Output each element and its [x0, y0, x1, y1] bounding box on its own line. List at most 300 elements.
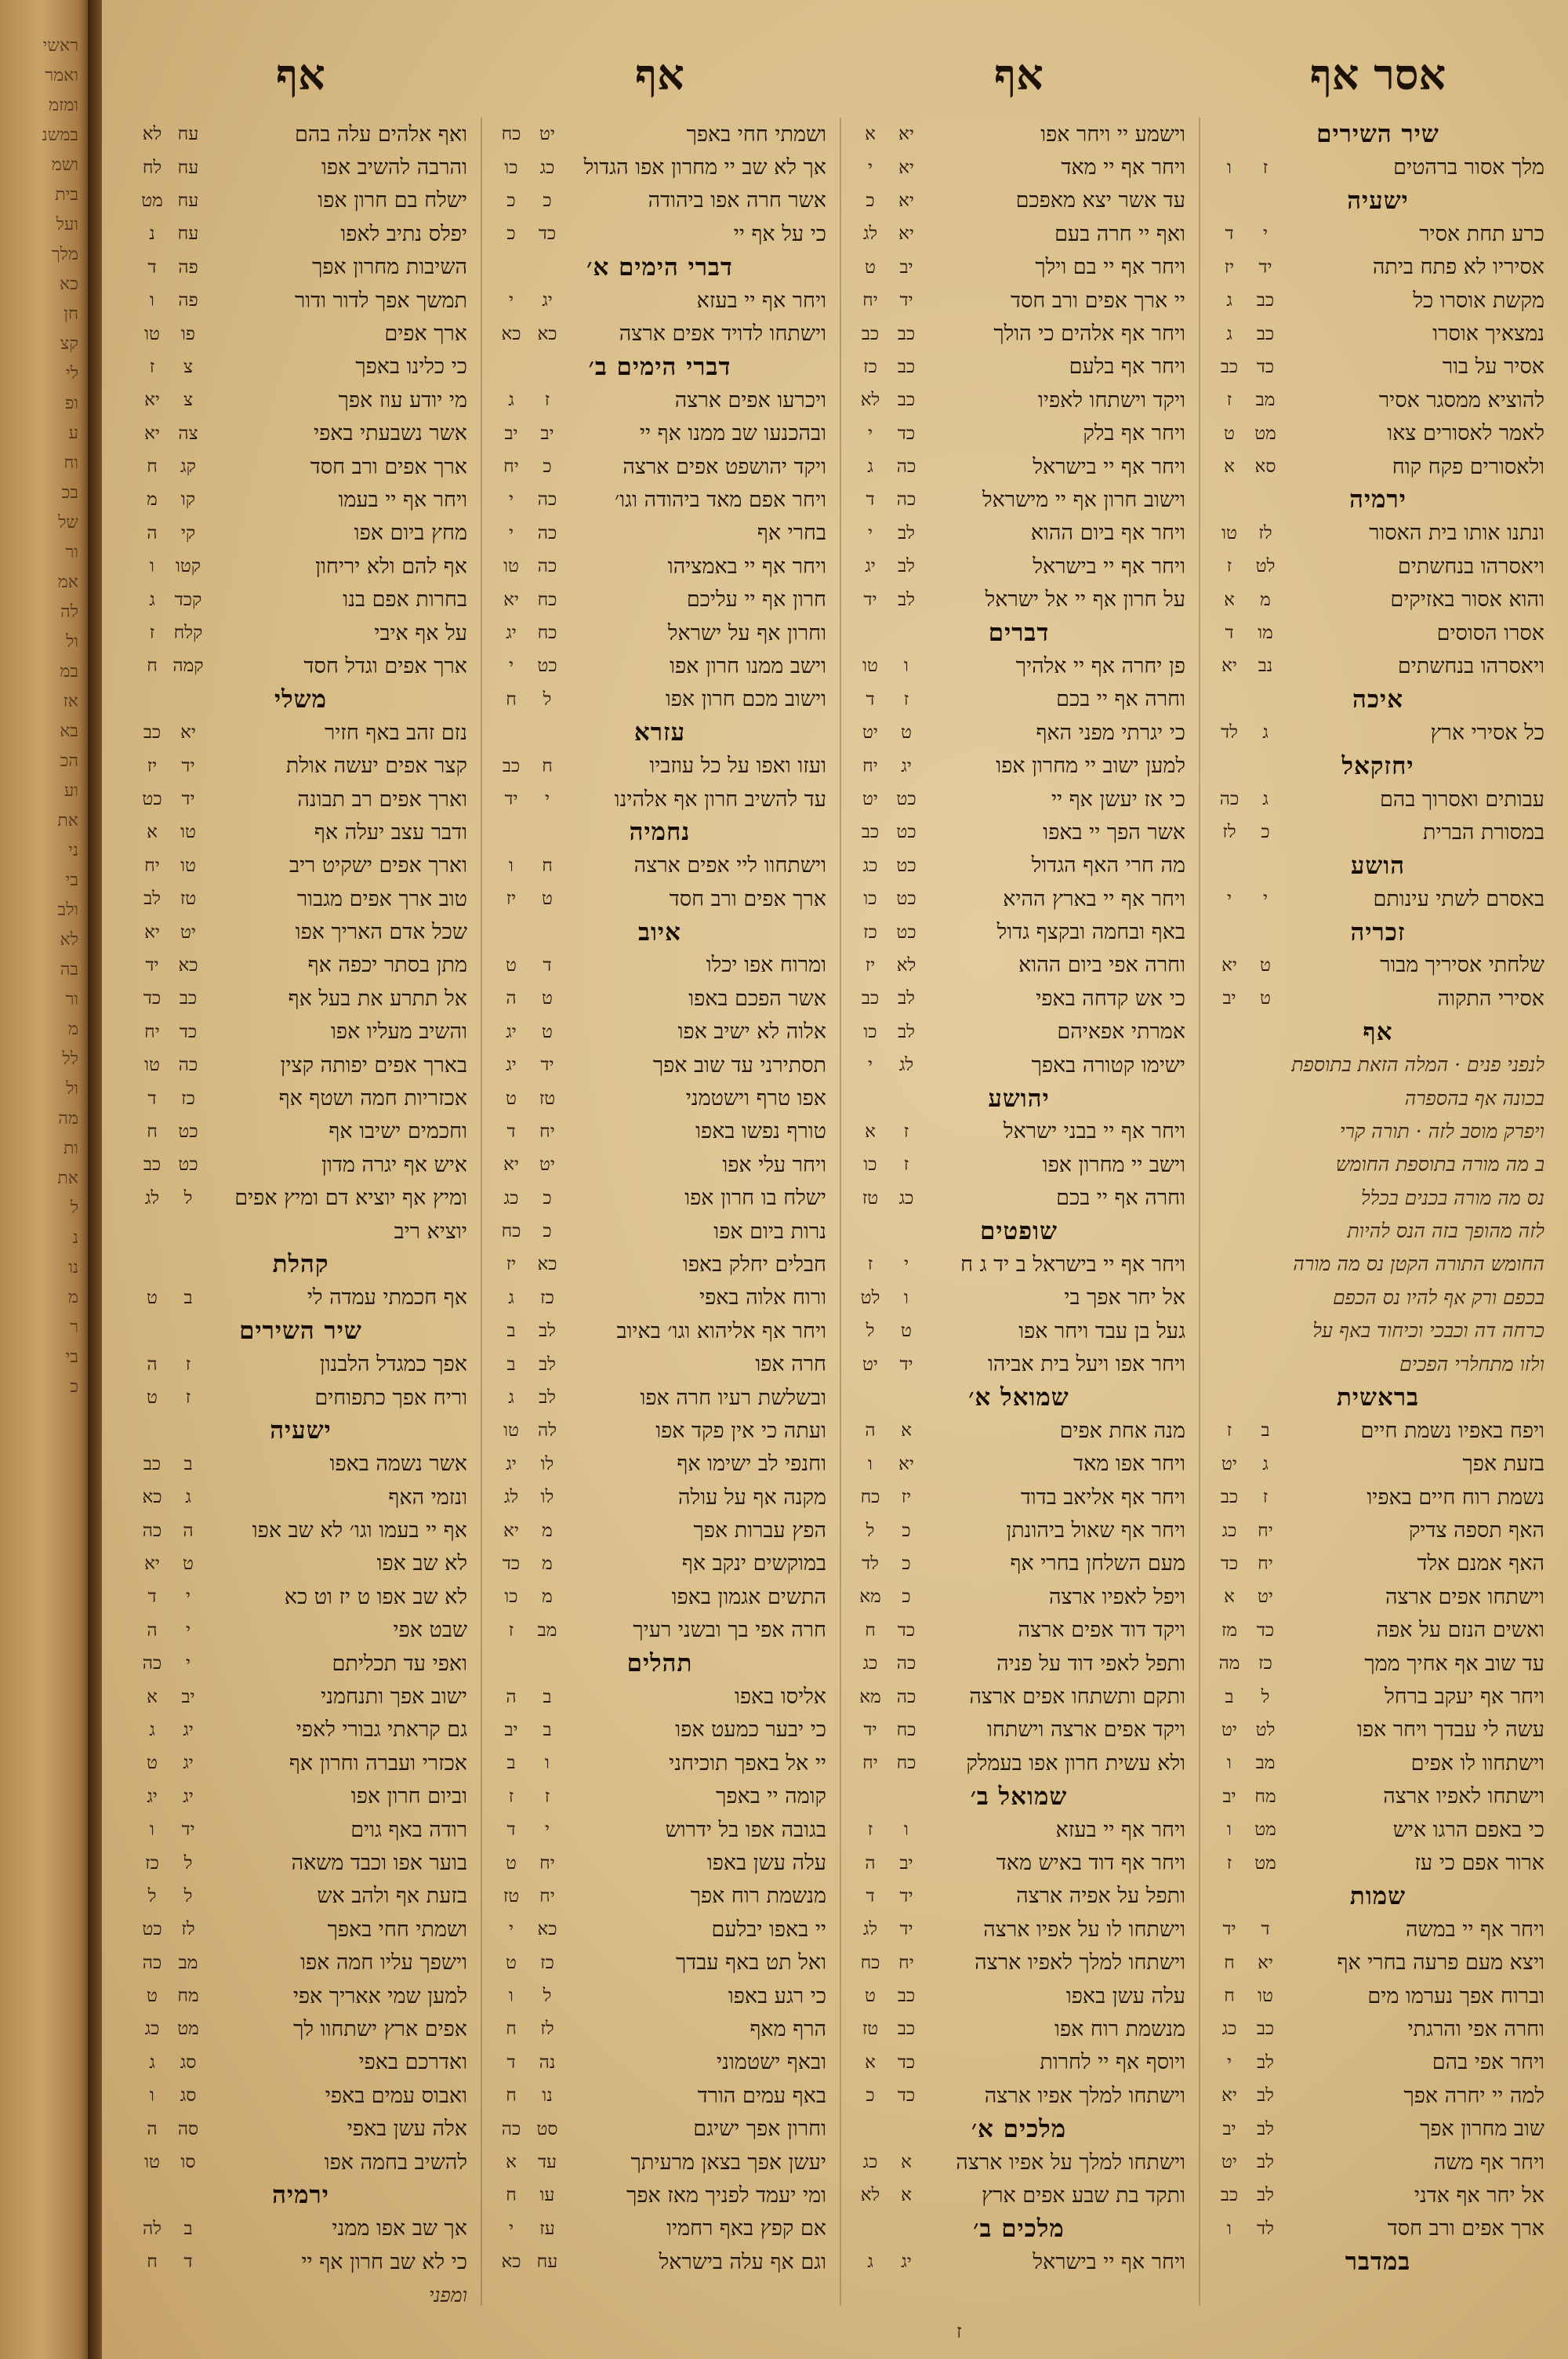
- concordance-entry: [852, 649, 1185, 682]
- entry-text: ומיץ אף יוציא דם ומיץ אפים: [234, 1186, 467, 1211]
- bleed-fragment: ראשי: [42, 36, 78, 56]
- entry-text: ויחר אף יי בם וילך: [1035, 255, 1185, 280]
- concordance-entry: [852, 1913, 1185, 1946]
- verse-number: ד: [866, 489, 875, 511]
- entry-text: על אף איבי: [374, 620, 467, 645]
- chapter-number: ח: [542, 855, 553, 876]
- concordance-entry: [493, 1714, 826, 1747]
- chapter-number: כב: [897, 2019, 916, 2040]
- entry-text: יי ארך אפים ורב חסד: [1010, 288, 1185, 313]
- bleed-fragment: בי: [65, 1347, 78, 1367]
- verse-number: ה: [147, 2118, 158, 2139]
- chapter-number: כט: [896, 855, 916, 876]
- entry-text: אף יי בעמו וגו׳ לא שב אפו: [252, 1518, 467, 1543]
- verse-number: כד: [1220, 1553, 1239, 1574]
- entry-text: ויחר אף יי במשה: [1406, 1917, 1544, 1942]
- verse-number: טז: [503, 1885, 520, 1906]
- book-section-heading: ישעיה: [270, 1416, 332, 1445]
- chapter-number: יא: [180, 722, 196, 743]
- concordance-entry: [1211, 1680, 1544, 1713]
- chapter-number: סא: [1254, 456, 1276, 478]
- verse-number: יא: [1221, 656, 1237, 677]
- chapter-number: ד: [1261, 1919, 1270, 1940]
- entry-text: וישתחו למלך אפיו ארצה: [984, 2083, 1185, 2108]
- concordance-entry: [493, 184, 826, 217]
- entry-text: טוב ארך אפים מגבור: [296, 886, 467, 911]
- bleed-fragment: של: [58, 513, 78, 533]
- verse-number: מז: [1221, 1619, 1238, 1641]
- verse-number: ד: [506, 2052, 516, 2073]
- verse-number: ג: [1226, 323, 1232, 344]
- chapter-number: ט: [542, 988, 553, 1009]
- concordance-entry: [493, 2179, 826, 2212]
- entry-text: ויקד וישתחו לאפיו: [1037, 387, 1185, 413]
- bleed-fragment: בה: [60, 960, 78, 980]
- entry-text: שבט אפי: [393, 1618, 467, 1643]
- chapter-number: יא: [898, 157, 914, 178]
- concordance-entry: [493, 749, 826, 782]
- concordance-entry: [852, 1148, 1185, 1181]
- handwritten-note: ויפרק מוסב לזה · תורה קרי: [1340, 1119, 1544, 1143]
- verse-number: ז: [867, 1819, 873, 1841]
- entry-text: ותקם ותשתחו אפים ארצה: [969, 1685, 1185, 1710]
- verse-number: לא: [860, 2185, 880, 2206]
- entry-text: במוקשים ינקב אף: [681, 1551, 826, 1576]
- chapter-number: כד: [897, 2085, 916, 2106]
- entry-text: ישלח בו חרון אפו: [684, 1186, 826, 1211]
- chapter-number: יא: [898, 190, 914, 211]
- bleed-fragment: מ: [67, 1288, 78, 1307]
- entry-text: ושמתי חחי באפך: [327, 1917, 467, 1942]
- entry-text: וישמע יי ויחר אפו: [1040, 122, 1185, 147]
- handwritten-note: ולזו מתחלרי הפכים: [1399, 1352, 1544, 1376]
- verse-number: י: [867, 423, 873, 444]
- entry-text: אלה עשן באפי: [347, 2117, 467, 2142]
- concordance-entry: [852, 1049, 1185, 1081]
- entry-text: אם קפץ באף רחמיו: [666, 2216, 826, 2241]
- concordance-entry: [134, 1913, 467, 1946]
- concordance-entry: [134, 550, 467, 583]
- chapter-number: לה: [538, 1420, 557, 1441]
- entry-text: קצר אפים יעשה אולת: [285, 754, 467, 779]
- verse-number: כז: [145, 1852, 159, 1874]
- concordance-entry: [1211, 783, 1544, 816]
- verse-number: י: [508, 656, 514, 677]
- handwritten-note: נס מה מורה בכנים בכלל: [1361, 1186, 1544, 1209]
- chapter-number: יז: [901, 1487, 912, 1508]
- bleed-fragment: חן: [64, 304, 78, 324]
- verse-number: י: [508, 2218, 514, 2239]
- book-section-heading: עזרא: [633, 718, 686, 747]
- book-section-heading: הושע: [1350, 851, 1406, 880]
- concordance-entry: [852, 849, 1185, 882]
- entry-text: וחרה אפי והרגתי: [1407, 2016, 1544, 2041]
- chapter-number: כב: [897, 1986, 916, 2007]
- verse-number: ב: [506, 1321, 516, 1342]
- entry-text: ארך אפים ורב חסד: [669, 886, 826, 911]
- chapter-number: כה: [896, 1686, 916, 1707]
- concordance-entry: [134, 217, 467, 250]
- verse-number: יד: [145, 954, 159, 976]
- entry-text: יוציא ריב: [394, 1219, 467, 1244]
- verse-number: ד: [147, 1088, 157, 1109]
- verse-number: יד: [863, 589, 877, 610]
- chapter-number: כ: [543, 190, 552, 211]
- verse-number: ו: [150, 556, 154, 577]
- concordance-entry: [493, 1414, 826, 1447]
- chapter-number: י: [544, 1819, 550, 1841]
- concordance-entry: [1211, 1481, 1544, 1514]
- concordance-entry: [852, 1347, 1185, 1380]
- chapter-number: כה: [896, 489, 916, 511]
- concordance-entry: [134, 417, 467, 450]
- entry-text: והשיב מעליו אפו: [331, 1020, 467, 1045]
- column-divider: [481, 118, 482, 2306]
- concordance-entry: [134, 1514, 467, 1547]
- concordance-entry: [1211, 982, 1544, 1015]
- column-running-head: אף: [635, 49, 684, 100]
- verse-number: ז: [508, 1786, 514, 1807]
- verse-number: טו: [144, 323, 160, 344]
- entry-text: ויחר אף שאול ביהונתן: [1006, 1518, 1185, 1543]
- concordance-entry: [1211, 2046, 1544, 2079]
- chapter-number: כד: [1256, 356, 1275, 377]
- verse-number: ל: [866, 1520, 875, 1541]
- verse-number: ה: [506, 1686, 517, 1707]
- concordance-entry: [493, 383, 826, 416]
- concordance-entry: [1211, 649, 1544, 682]
- chapter-number: סג: [180, 2052, 197, 2073]
- chapter-number: כב: [179, 988, 198, 1009]
- chapter-number: פו: [181, 323, 195, 344]
- chapter-number: כח: [896, 1719, 916, 1740]
- verse-number: יג: [506, 623, 517, 644]
- concordance-entry: [134, 517, 467, 550]
- entry-text: ואפי עד תכליתם: [332, 1651, 467, 1676]
- entry-text: שלחתי אסיריך מבור: [1380, 953, 1544, 978]
- verse-number: י: [867, 522, 873, 543]
- entry-text: ודבר עצב יעלה אף: [314, 820, 467, 845]
- concordance-page: [102, 0, 1568, 2359]
- entry-text: ויחר אף אליאב בדוד: [1020, 1485, 1185, 1510]
- concordance-entry: [852, 1846, 1185, 1879]
- verse-number: ח: [506, 2185, 517, 2206]
- verse-number: כ: [866, 190, 875, 211]
- chapter-number: כה: [896, 456, 916, 478]
- entry-text: ואל תט באף עבדך: [675, 1950, 826, 1976]
- chapter-number: כט: [896, 889, 916, 910]
- entry-text: וחרון אף על ישראל: [667, 620, 826, 645]
- entry-text: חרה אפי בך ובשני רעיך: [633, 1618, 826, 1643]
- bleed-fragment: נ: [72, 1228, 78, 1248]
- verse-number: ז: [867, 1254, 873, 1275]
- concordance-entry: [134, 982, 467, 1015]
- chapter-number: כ: [902, 1587, 911, 1608]
- entry-text: ישוב אפך ותנחמני: [321, 1685, 467, 1710]
- entry-text: ורוח אלוה באפי: [699, 1285, 826, 1310]
- concordance-entry: [1211, 1846, 1544, 1879]
- concordance-entry: [134, 284, 467, 317]
- concordance-entry: [134, 184, 467, 217]
- chapter-number: י: [903, 1254, 909, 1275]
- verse-number: כג: [1221, 1520, 1237, 1541]
- verse-number: יא: [144, 921, 160, 943]
- chapter-number: מט: [177, 2019, 199, 2040]
- chapter-number: ב: [183, 1453, 193, 1474]
- chapter-number: יד: [1258, 256, 1272, 278]
- concordance-entry: [852, 982, 1185, 1015]
- entry-text: והרבה להשיב אפו: [321, 155, 467, 180]
- entry-text: ויצא מעם פרעה בחרי אף: [1337, 1950, 1544, 1976]
- verse-number: יב: [504, 423, 518, 444]
- concordance-entry: [493, 1680, 826, 1713]
- chapter-number: כב: [1256, 2019, 1275, 2040]
- verse-number: א: [865, 2052, 876, 2073]
- verse-number: יז: [506, 889, 517, 910]
- entry-text: אסירי התקוה: [1437, 986, 1544, 1011]
- concordance-entry: [1211, 217, 1544, 250]
- concordance-entry: [134, 1714, 467, 1747]
- chapter-number: סג: [180, 2085, 197, 2106]
- chapter-number: ב: [183, 2218, 193, 2239]
- entry-text: שוב מחרון אפך: [1420, 2117, 1544, 2142]
- concordance-entry: [1211, 251, 1544, 284]
- chapter-number: נו: [542, 2085, 553, 2106]
- entry-text: ויחר אפו מאד: [1073, 1452, 1185, 1477]
- verse-number: ו: [509, 1986, 514, 2007]
- concordance-entry: [134, 251, 467, 284]
- entry-text: וחרה אף יי בכם: [1056, 1186, 1185, 1211]
- book-section-heading: נחמיה: [629, 818, 691, 847]
- chapter-number: כד: [897, 423, 916, 444]
- bleed-fragment: לל: [62, 1049, 78, 1069]
- concordance-entry: [134, 1979, 467, 2012]
- chapter-number: סט: [536, 2118, 558, 2139]
- verse-number: כ: [506, 224, 516, 245]
- entry-text: ויחר אף בלעם: [1069, 354, 1185, 380]
- entry-text: כי באפם הרגו איש: [1392, 1817, 1544, 1842]
- bleed-fragment: קצ: [60, 334, 78, 354]
- entry-text: ארך אפים ורב חסד: [310, 454, 467, 479]
- chapter-number: ג: [1262, 789, 1269, 809]
- verse-number: ה: [147, 522, 158, 543]
- chapter-number: לז: [540, 2019, 554, 2040]
- concordance-entry: [852, 1680, 1185, 1713]
- chapter-number: לג: [898, 1055, 914, 1076]
- verse-number: יז: [147, 755, 158, 776]
- verse-number: ד: [866, 689, 875, 710]
- verse-number: י: [508, 1919, 514, 1940]
- entry-text: אכזרי ועברה וחרון אף: [289, 1750, 467, 1776]
- chapter-number: טו: [180, 855, 196, 876]
- chapter-number: כד: [179, 1021, 198, 1042]
- concordance-entry: [852, 1813, 1185, 1846]
- bleed-fragment: מה: [58, 1109, 78, 1129]
- concordance-entry: [493, 1314, 826, 1347]
- concordance-entry: [852, 118, 1185, 151]
- concordance-entry: [1211, 1747, 1544, 1779]
- handwritten-note: לנפני פנים · המלה הזאת בתוספת: [1291, 1053, 1544, 1077]
- entry-text: אפך כמגדל הלבנון: [319, 1352, 467, 1377]
- concordance-entry: [852, 949, 1185, 982]
- verse-number: מ: [147, 489, 158, 511]
- concordance-entry: [493, 284, 826, 317]
- verse-number: א: [147, 1686, 158, 1707]
- concordance-entry: [134, 716, 467, 749]
- book-section-heading: יחזקאל: [1341, 751, 1414, 780]
- chapter-number: יח: [1258, 1553, 1273, 1574]
- verse-number: יח: [862, 1753, 878, 1774]
- entry-text: אשר נשבעתי באפי: [314, 421, 467, 446]
- verse-number: יט: [1221, 1453, 1237, 1474]
- entry-text: כי יבער כמעט אפו: [675, 1717, 826, 1743]
- entry-text: ואדרכם באפי: [358, 2050, 467, 2075]
- entry-text: האף אמנם אלד: [1417, 1551, 1544, 1576]
- entry-text: תמשך אפך לדור ודור: [294, 288, 467, 313]
- chapter-number: כה: [537, 489, 557, 511]
- concordance-entry: [493, 1913, 826, 1946]
- entry-text: כי לא שב חרון אף יי: [301, 2249, 467, 2274]
- verse-number: כג: [503, 1187, 519, 1209]
- entry-text: ויפח באפיו נשמת חיים: [1360, 1418, 1544, 1443]
- concordance-entry: [1211, 616, 1544, 649]
- verse-number: יא: [144, 390, 160, 411]
- entry-text: ויחר אף אלהים כי הולך: [993, 322, 1185, 347]
- chapter-number: ז: [903, 1154, 909, 1176]
- chapter-number: מח: [1254, 1786, 1276, 1807]
- verse-number: ג: [149, 1719, 155, 1740]
- entry-text: רודה באף גוים: [350, 1817, 467, 1842]
- concordance-entry: [493, 2212, 826, 2245]
- verse-number: ב: [506, 1753, 516, 1774]
- chapter-number: ז: [185, 1387, 191, 1408]
- chapter-number: כט: [178, 1121, 198, 1142]
- concordance-entry: [134, 1016, 467, 1049]
- chapter-number: מב: [1255, 390, 1276, 411]
- book-section-heading: איכה: [1352, 685, 1404, 714]
- concordance-entry: [852, 716, 1185, 749]
- concordance-entry: [852, 783, 1185, 816]
- entry-text: וישתחוו ליי אפים ארצה: [633, 853, 826, 878]
- entry-text: מעם השלחן בחרי אף: [1010, 1551, 1185, 1576]
- entry-text: ואף אלהים עלה בהם: [295, 122, 467, 147]
- handwritten-note: בכפם ורק אף להיו נס הכפם: [1333, 1285, 1544, 1309]
- entry-text: התשים אגמון באפו: [671, 1584, 826, 1609]
- entry-text: האף תספה צדיק: [1408, 1518, 1544, 1543]
- chapter-number: כח: [537, 623, 557, 644]
- entry-text: ויקד יהושפט אפים ארצה: [622, 454, 826, 479]
- entry-text: אסרו הסוסים: [1436, 620, 1544, 645]
- handwritten-note: החומש התורה הקטן נס מה מורה: [1293, 1252, 1544, 1276]
- verse-number: יא: [503, 589, 519, 610]
- concordance-entry: [1211, 1580, 1544, 1613]
- chapter-number: לז: [181, 1919, 195, 1940]
- entry-text: כי אז יעשן אף יי: [1051, 787, 1185, 812]
- entry-text: ויחר אף דוד באיש מאד: [996, 1851, 1185, 1875]
- concordance-entry: [134, 118, 467, 151]
- verse-number: לא: [860, 390, 880, 411]
- book-section-heading: שיר השירים: [239, 1317, 362, 1346]
- chapter-number: מח: [177, 1986, 199, 2007]
- verse-number: ט: [506, 954, 517, 976]
- entry-text: כי על אף יי: [733, 221, 826, 246]
- entry-text: מה חרי האף הגדול: [1031, 853, 1185, 878]
- chapter-number: ז: [185, 1354, 191, 1375]
- chapter-number: צה: [178, 423, 198, 444]
- chapter-number: י: [1262, 224, 1269, 245]
- verse-number: ח: [147, 456, 158, 478]
- concordance-entry: [1211, 2112, 1544, 2145]
- entry-text: אכזריות חמה ושטף אף: [278, 1086, 467, 1111]
- chapter-number: ט: [1260, 988, 1271, 1009]
- verse-number: כא: [142, 1487, 162, 1508]
- bleed-fragment: ול: [66, 1079, 78, 1099]
- concordance-entry: [493, 949, 826, 982]
- chapter-number: יג: [183, 1753, 194, 1774]
- concordance-entry: [493, 1780, 826, 1813]
- entry-text: ויאסרהו בנחשתים: [1397, 554, 1544, 579]
- chapter-number: עח: [177, 224, 199, 245]
- entry-text: למען ישוב יי מחרון אפו: [996, 754, 1185, 779]
- verse-number: א: [1224, 456, 1235, 478]
- concordance-entry: [493, 483, 826, 516]
- entry-text: וישתחו אפים ארצה: [1385, 1584, 1544, 1609]
- verse-number: ג: [867, 456, 873, 478]
- verse-number: ג: [867, 2252, 873, 2273]
- verse-number: לג: [503, 1487, 519, 1508]
- bleed-fragment: ופ: [64, 394, 78, 413]
- chapter-number: עח: [177, 157, 199, 178]
- bleed-fragment: לה: [60, 602, 78, 622]
- verse-number: ח: [1224, 1986, 1235, 2007]
- column-divider: [840, 118, 841, 2306]
- entry-text: חרה אפו: [755, 1352, 826, 1377]
- entry-text: וישב ממנו חרון אפו: [670, 653, 826, 678]
- chapter-number: י: [1262, 889, 1269, 910]
- entry-text: יי אל באפך תוכיחני: [669, 1750, 826, 1776]
- chapter-number: ח: [542, 755, 553, 776]
- chapter-number: כא: [537, 323, 557, 344]
- verse-number: כג: [862, 1653, 878, 1674]
- entry-text: מנשמת רוח אפך: [690, 1884, 826, 1909]
- chapter-number: כב: [1256, 323, 1275, 344]
- chapter-number: כב: [897, 356, 916, 377]
- concordance-entry: [134, 2245, 467, 2278]
- chapter-number: כה: [537, 522, 557, 543]
- concordance-entry: [134, 1148, 467, 1181]
- entry-text: ויחר אף יי בישראל: [1033, 2249, 1185, 2274]
- entry-text: נשמת רוח חיים באפיו: [1367, 1485, 1544, 1510]
- chapter-number: כז: [1258, 1653, 1272, 1674]
- bleed-fragment: ואמר: [45, 66, 78, 85]
- concordance-entry: [493, 783, 826, 816]
- entry-text: אסיריו לא פתח ביתה: [1372, 255, 1544, 280]
- verse-number: ו: [1227, 1753, 1232, 1774]
- concordance-entry: [1211, 1448, 1544, 1481]
- verse-number: ט: [506, 1852, 517, 1874]
- chapter-number: כ: [543, 456, 552, 478]
- chapter-number: לט: [1255, 1719, 1276, 1740]
- verse-number: כב: [1220, 1487, 1239, 1508]
- entry-text: ויחר אפו ויעל בית אביהו: [987, 1352, 1185, 1377]
- bleed-fragment: ול: [66, 632, 78, 652]
- entry-text: ומרוח אפו יכלו: [706, 953, 826, 978]
- concordance-entry: [134, 1347, 467, 1380]
- verse-number: נ: [149, 224, 155, 245]
- verse-number: טו: [144, 1055, 160, 1076]
- entry-text: עשה לי עבדך ויחר אפו: [1357, 1717, 1544, 1743]
- concordance-column: [1211, 31, 1544, 2306]
